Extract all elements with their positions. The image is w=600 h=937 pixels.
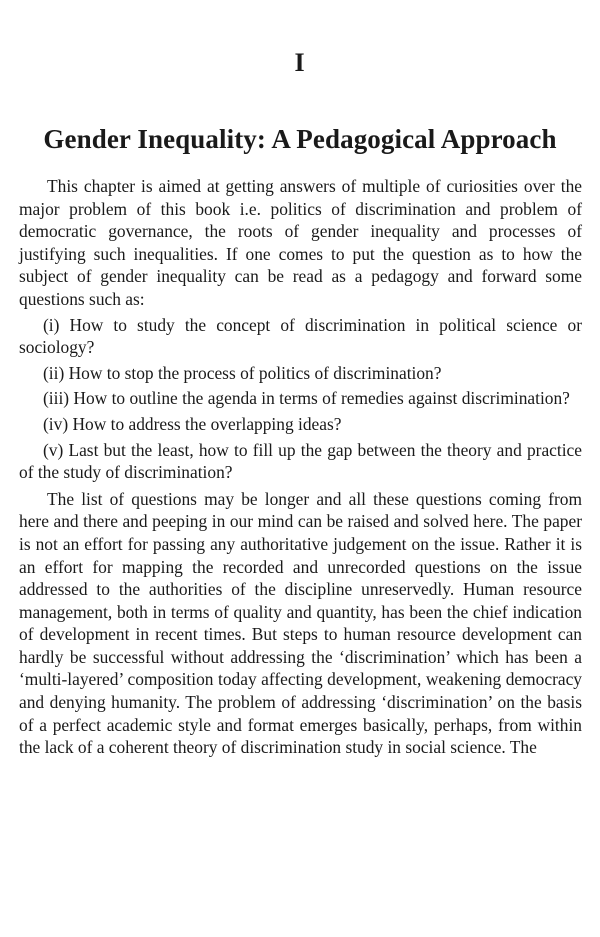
chapter-number: I <box>294 48 306 77</box>
chapter-title: Gender Inequality: A Pedagogical Approach <box>43 124 557 154</box>
question-item: (v) Last but the least, how to fill up the gap between the theory and practice of the study of discrimination? <box>19 439 582 483</box>
chapter-body <box>19 175 582 759</box>
question-item: (iv) How to address the overlapping ideas? <box>43 413 342 434</box>
main-paragraph: The list of questions may be longer and all these questions coming from here and there and peeping in our mind can be raised and solved here. The paper is not an effort for passing any authoritative judgement on the issue. Rather it is an effort for mapping the recorded and unrecorded questions on the issue addressed to the authorities of the discipline unreservedly. Human resource management, both in terms of quality and quantity, has been the chief indication of development in recent times. But steps to human resource development can hardly be successful without addressing the ‘discrimination’ which has been a ‘multi-layered’ composition today affecting development, weakening democracy and denying humanity. The problem of addressing ‘discrimination’ on the basis of a perfect academic style and format emerges basically, perhaps, from within the lack of a coherent theory of discrimination study in social science. The <box>19 488 582 758</box>
question-item: (i) How to study the concept of discrimination in political science or sociology? <box>19 314 582 358</box>
intro-paragraph: This chapter is aimed at getting answers of multiple of curiosities over the major problem of this book i.e. politics of discrimination and problem of democratic governance, the roots of gender inequality and processes of justifying such inequalities. If one comes to put the question as to how the subject of gender inequality can be read as a pedagogy and forward some questions such as: <box>19 176 582 309</box>
question-item: (iii) How to outline the agenda in terms of remedies against discrimination? <box>43 388 570 409</box>
question-item: (ii) How to stop the process of politics of discrimination? <box>43 362 442 383</box>
